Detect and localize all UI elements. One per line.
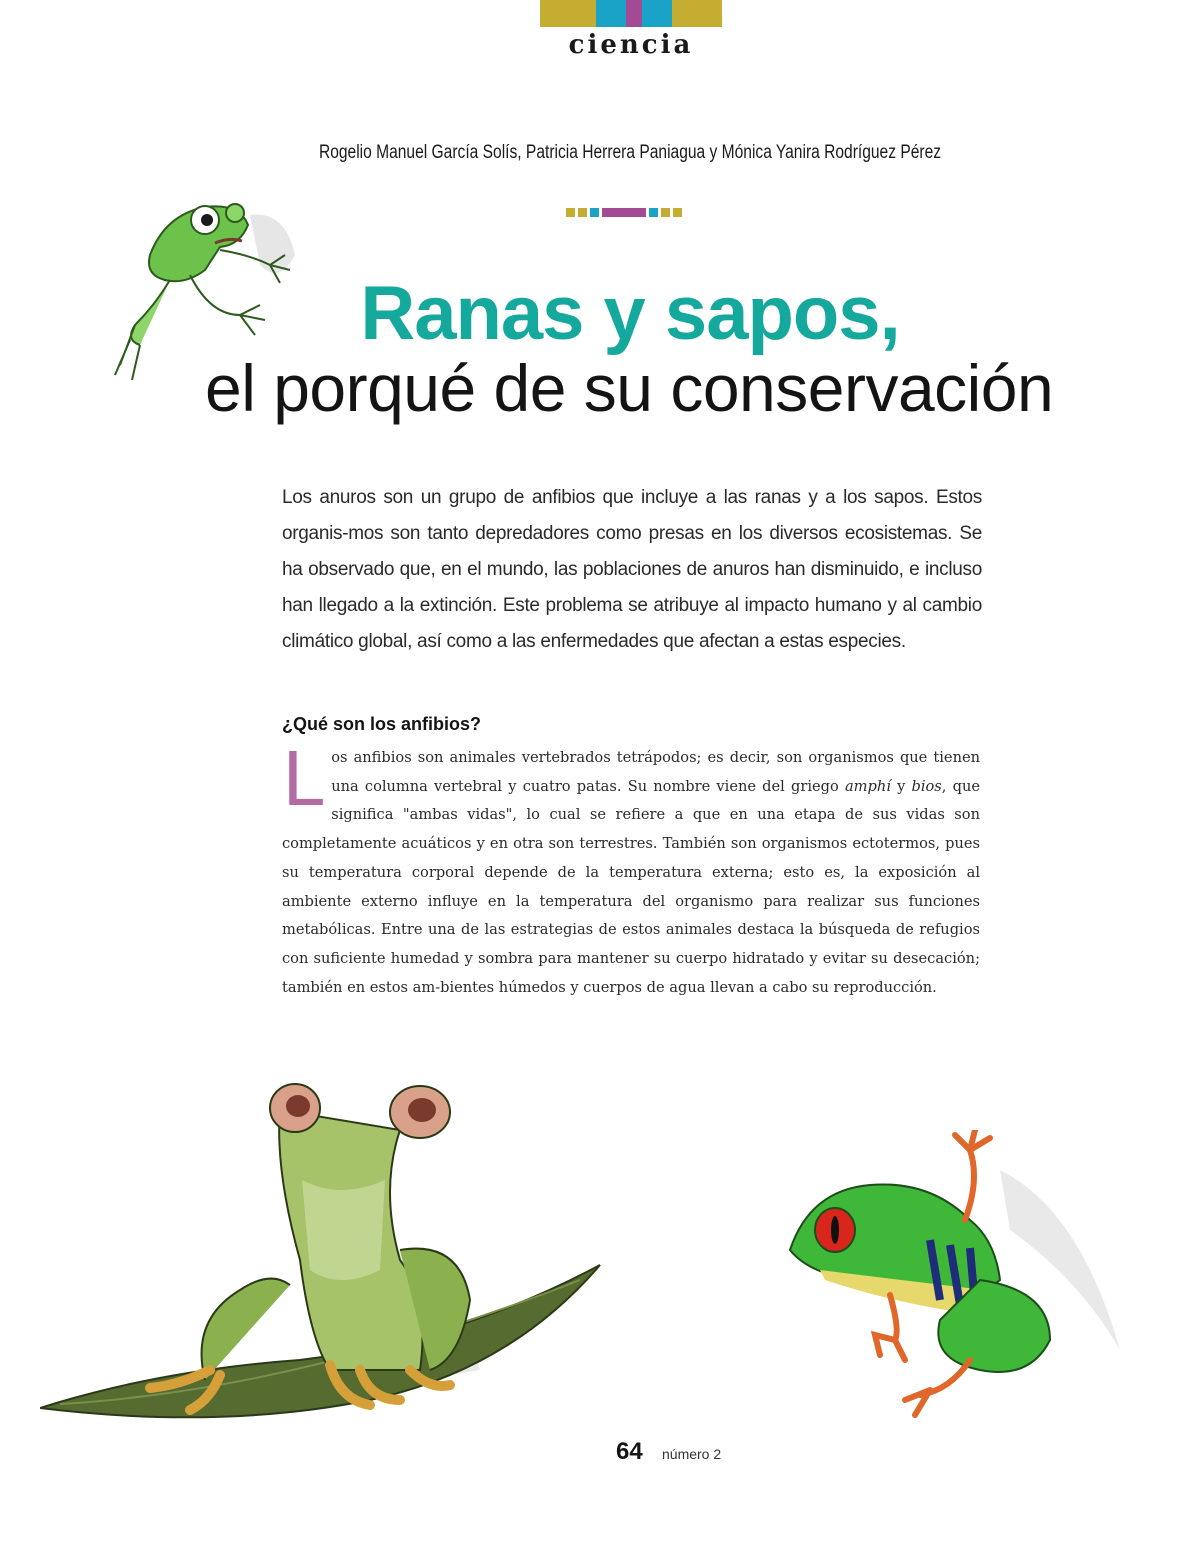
body-text-2: , que significa "ambas vidas", lo cual se refiere a que en una etapa de sus vidas son completamente acuáticos y en otra son terrestres. También son organismos ectotermos, pues su temperatura corporal depende de la temperatura externa; esto es, la exposición al ambiente externo influye en la temperatura del organismo para realizar sus funciones metabólicas. Entre una de las estrategias de estos animales destaca la búsqueda de refugios con suficiente humedad y sombra para mantener su cuerpo hidratado y evitar su desecación; también en estos am-bientes húmedos y cuerpos de agua llevan a cabo su reproducción. — [282, 777, 980, 996]
authors-line: Rogelio Manuel García Solís, Patricia Herrera Paniagua y Mónica Yanira Rodríguez Pérez — [318, 142, 942, 163]
body-italic-amphi: amphí — [844, 777, 891, 795]
intro-paragraph: Los anuros son un grupo de anfibios que incluye a las ranas y a los sapos. Estos organis-mos son tanto depredadores como presas en los diversos ecosistemas. Se ha observado que, en el mundo, las poblaciones de anuros han disminuido, e incluso han llegado a la extinción. Este problema se atribuye al impacto humano y al cambio climático global, así como a las enfermedades que afectan a estas especies. — [282, 487, 982, 652]
section-heading: ¿Qué son los anfibios? — [282, 714, 482, 734]
body-italic-bios: bios — [911, 777, 942, 795]
body-text-and: y — [890, 777, 912, 795]
title-line-1: Ranas y sapos, — [360, 271, 900, 356]
drop-cap: L — [282, 737, 324, 823]
page-number: 64 — [616, 1438, 643, 1465]
title-line-2: el porqué de su conservación — [205, 351, 1054, 425]
red-eyed-tree-frog-illustration — [780, 1130, 1140, 1420]
body-paragraph — [282, 737, 980, 1002]
issue-label: número 2 — [662, 1446, 722, 1462]
decorative-dots — [566, 208, 682, 217]
section-label: ciencia — [568, 30, 694, 60]
frog-on-leaf-illustration — [40, 1070, 660, 1430]
body-text-1: os anfibios son animales vertebrados tetrápodos; es decir, son organismos que tienen una columna vertebral y cuatro patas. Su nombre viene del griego — [331, 749, 980, 795]
header-color-strip — [540, 0, 722, 27]
